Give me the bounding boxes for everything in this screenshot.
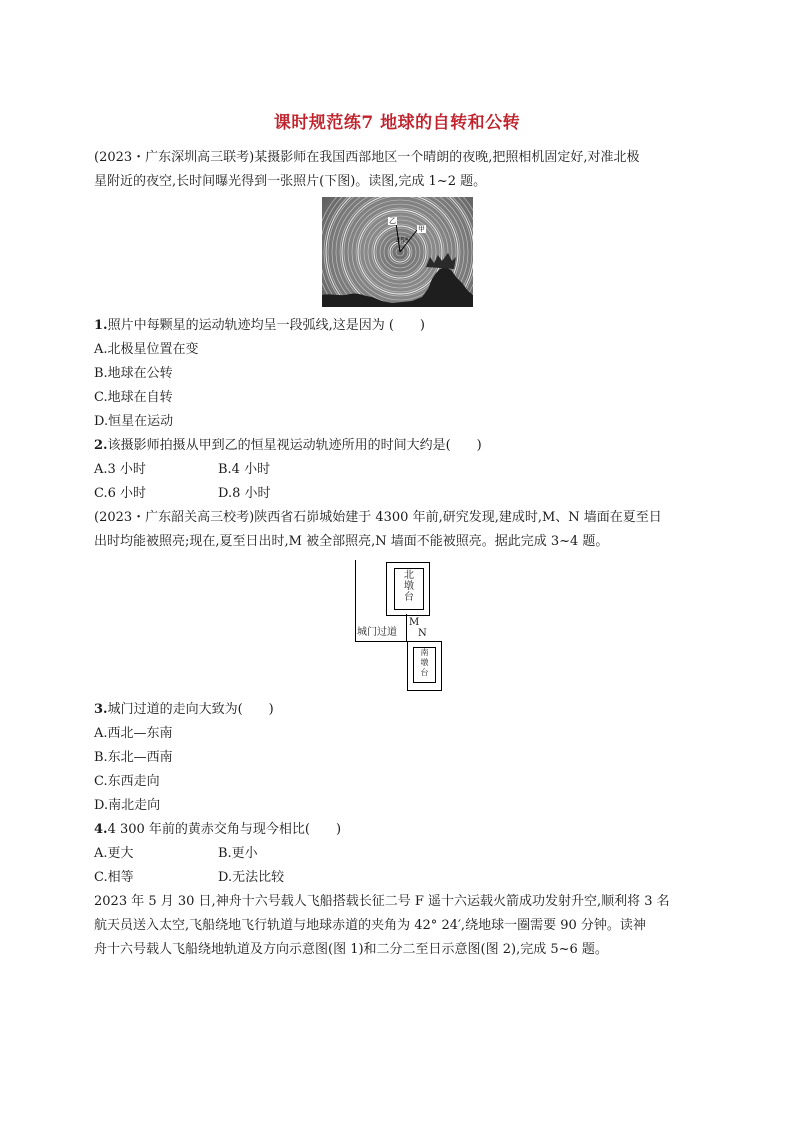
north-tower-wall — [406, 614, 407, 642]
north-tower-char-1: 北 — [404, 570, 414, 581]
intro1-line2: 星附近的夜空,长时间曝光得到一张照片(下图)。读图,完成 1~2 题。 — [94, 174, 487, 189]
label-yi: 乙 — [389, 217, 396, 225]
q2-stem-line — [94, 438, 482, 454]
north-tower-label — [394, 570, 424, 603]
intro1-line1: (2023・广东深圳高三联考)某摄影师在我国西部地区一个晴朗的夜晚,把照相机固定好,对准北极 — [94, 150, 640, 165]
north-tower-char-3: 台 — [404, 592, 414, 603]
q3-option-d: D.南北走向 — [94, 798, 161, 813]
south-tower-char-3: 台 — [420, 668, 429, 677]
city-gate-diagram — [352, 560, 442, 691]
intro2-line1: (2023・广东韶关高三校考)陕西省石峁城始建于 4300 年前,研究发现,建成时,M、N 墙面在夏至日 — [94, 510, 662, 525]
intro3-line1: 2023 年 5 月 30 日,神舟十六号载人飞船搭载长征二号 F 遥十六运载火箭成功发射升空,顺利将 3 名 — [94, 894, 670, 909]
q2-option-b: B.4 小时 — [218, 462, 271, 477]
q4-option-c: C.相等 — [94, 870, 134, 885]
star-trail-rings — [322, 197, 473, 307]
south-tower-char-1: 南 — [420, 648, 429, 657]
north-tower-char-2: 墩 — [404, 581, 414, 592]
q1-option-a: A.北极星位置在变 — [94, 342, 199, 357]
q3-number: 3. — [94, 702, 108, 717]
page-title: 课时规范练7 地球的自转和公转 — [273, 113, 521, 133]
q1-option-c: C.地球在自转 — [94, 390, 173, 405]
south-tower-label — [413, 648, 436, 678]
q3-stem: 城门过道的走向大致为( ) — [107, 702, 274, 717]
wall-n-label: N — [418, 628, 427, 639]
q2-option-c: C.6 小时 — [94, 486, 147, 501]
q1-number: 1. — [94, 318, 108, 333]
q1-option-d: D.恒星在运动 — [94, 414, 174, 429]
q2-number: 2. — [94, 438, 108, 453]
q1-stem: 照片中每颗星的运动轨迹均呈一段弧线,这是因为 ( ) — [107, 318, 425, 333]
q2-option-d: D.8 小时 — [218, 486, 271, 501]
q3-option-b: B.东北—西南 — [94, 750, 173, 765]
q4-stem: 4 300 年前的黄赤交角与现今相比( ) — [107, 822, 342, 837]
q3-option-c: C.东西走向 — [94, 774, 160, 789]
q2-option-a: A.3 小时 — [94, 462, 146, 477]
angle-label: 45° — [396, 237, 409, 245]
south-tower-char-2: 墩 — [420, 658, 429, 667]
q4-option-a: A.更大 — [94, 846, 134, 861]
q4-stem-line — [94, 822, 341, 838]
intro3-line2: 航天员送入太空,飞船绕地飞行轨道与地球赤道的夹角为 42° 24′,绕地球一圈需要 90 分钟。读神 — [94, 918, 646, 933]
q4-number: 4. — [94, 822, 108, 837]
q3-stem-line — [94, 702, 274, 718]
passage-label: 城门过道 — [357, 627, 397, 638]
q1-option-b: B.地球在公转 — [94, 366, 173, 381]
label-jia: 甲 — [418, 225, 425, 233]
q2-stem: 该摄影师拍摄从甲到乙的恒星视运动轨迹所用的时间大约是( ) — [107, 438, 482, 453]
wall-m-label: M — [409, 617, 420, 628]
q3-option-a: A.西北—东南 — [94, 726, 173, 741]
q1-stem-line — [94, 318, 425, 334]
q4-option-b: B.更小 — [218, 846, 258, 861]
west-wall-line — [355, 560, 356, 642]
q4-option-d: D.无法比较 — [218, 870, 285, 885]
intro3-line3: 舟十六号载人飞船绕地轨道及方向示意图(图 1)和二分二至日示意图(图 2),完成 5~6 题。 — [94, 942, 608, 957]
star-trail-photo — [322, 197, 473, 307]
intro2-line2: 出时均能被照亮;现在,夏至日出时,M 被全部照亮,N 墙面不能被照亮。据此完成 3~4 题。 — [94, 534, 609, 549]
passage-bottom-line — [355, 641, 407, 642]
